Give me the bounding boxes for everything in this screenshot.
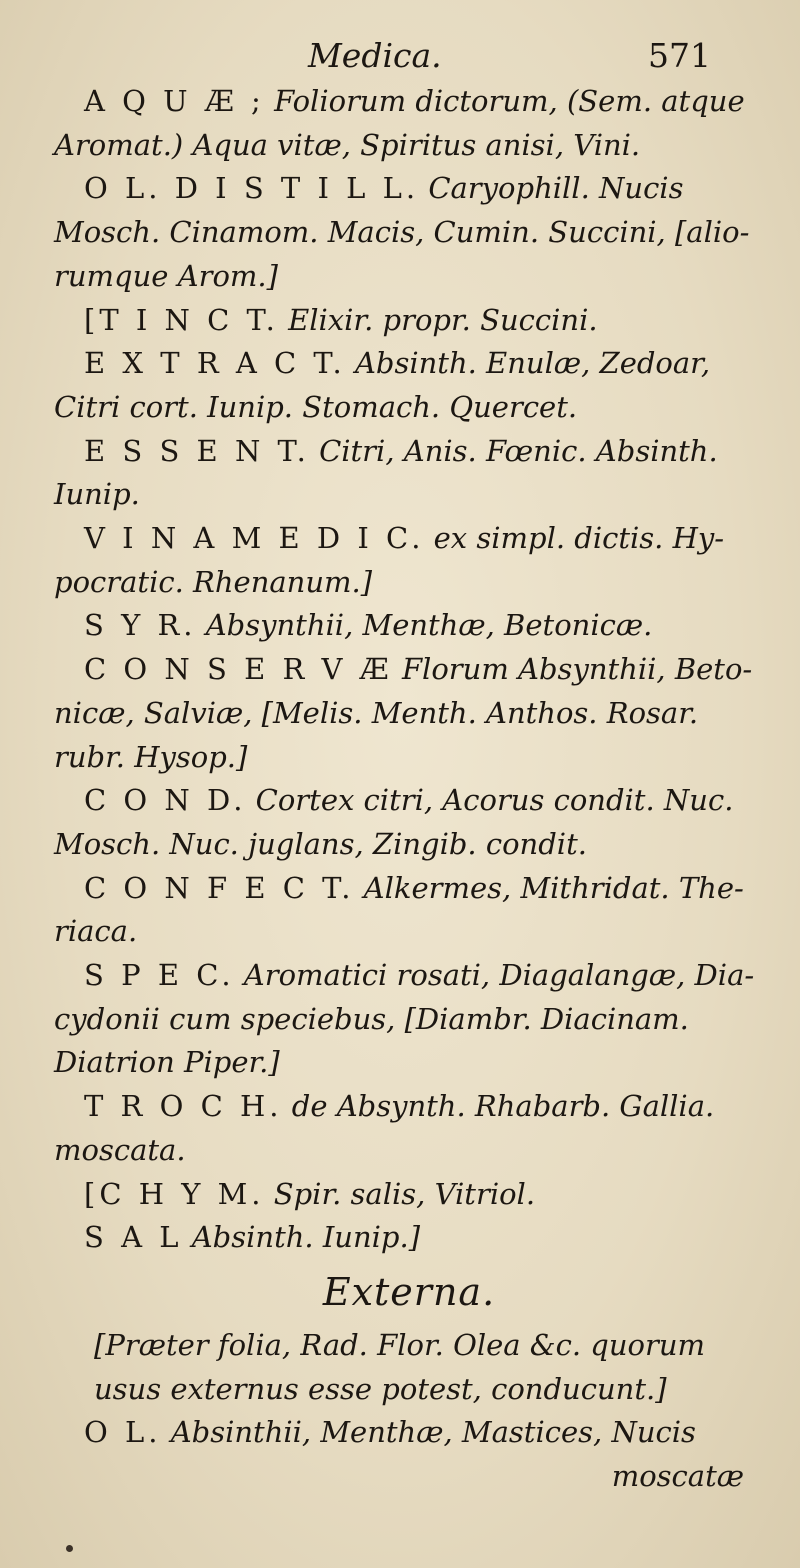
entry-text: Absinth. Iunip.] bbox=[191, 1220, 421, 1255]
text-line: usus externus esse potest, conducunt.] bbox=[94, 1371, 667, 1406]
entry-confect bbox=[54, 867, 754, 911]
text-line: cydonii cum speciebus, [Diambr. Diacinam. bbox=[54, 1001, 689, 1036]
text-line: Mosch. Cinamom. Macis, Cumin. Succini, [alio- bbox=[54, 215, 750, 250]
entry-text: Foliorum dictorum, (Sem. atque bbox=[274, 84, 745, 118]
text-line: moscatæ bbox=[611, 1459, 744, 1494]
entry-text: Citri, Anis. Fœnic. Absinth. bbox=[319, 433, 718, 468]
entry-text: Spir. salis, Vitriol. bbox=[273, 1176, 536, 1211]
entry-text: Absinthii, Menthæ, Mastices, Nucis bbox=[170, 1415, 696, 1450]
entry-label: T R O C H. bbox=[84, 1089, 283, 1124]
running-title: Medica. bbox=[308, 36, 442, 75]
entry-text: Cortex citri, Acorus condit. Nuc. bbox=[255, 783, 734, 818]
text-line: Citri cort. Iunip. Stomach. Quercet. bbox=[54, 389, 578, 424]
entry-tinct bbox=[54, 299, 754, 343]
entry-extract bbox=[54, 342, 754, 386]
entry-syr bbox=[54, 604, 754, 648]
entry-label: E X T R A C T. bbox=[84, 346, 346, 381]
entry-text: Florum Absynthii, Beto- bbox=[401, 652, 753, 687]
text-line: Iunip. bbox=[54, 477, 140, 512]
page-number: 571 bbox=[648, 36, 711, 75]
page-body bbox=[54, 80, 754, 1499]
entry-label: S Y R. bbox=[84, 608, 197, 643]
entry-label: V I N A M E D I C. bbox=[84, 521, 425, 556]
text-line: rubr. Hysop.] bbox=[54, 739, 248, 774]
entry-vina bbox=[54, 517, 754, 561]
entry-ol-externa bbox=[54, 1411, 754, 1455]
entry-troch bbox=[54, 1085, 754, 1129]
entry-conserv bbox=[54, 648, 754, 692]
entry-label: [C H Y M. bbox=[84, 1176, 265, 1211]
entry-label: [T I N C T. bbox=[84, 302, 279, 337]
text-line: nicæ, Salviæ, [Melis. Menth. Anthos. Rosar. bbox=[54, 695, 699, 730]
text-line: rumque Arom.] bbox=[54, 258, 278, 293]
entry-text: Caryophill. Nucis bbox=[428, 171, 684, 206]
entry-text: ex simpl. dictis. Hy- bbox=[433, 521, 725, 556]
entry-aquae bbox=[54, 80, 754, 124]
entry-label: S P E C. bbox=[84, 958, 235, 993]
entry-chym bbox=[54, 1173, 754, 1217]
text-line: Aromat.) Aqua vitæ, Spiritus anisi, Vini. bbox=[54, 127, 641, 162]
entry-essent bbox=[54, 430, 754, 474]
page-header bbox=[0, 36, 800, 86]
text-line: Diatrion Piper.] bbox=[54, 1045, 280, 1080]
entry-text: Absynthii, Menthæ, Betonicæ. bbox=[205, 608, 653, 643]
text-line: Mosch. Nuc. juglans, Zingib. condit. bbox=[54, 826, 587, 861]
entry-text: Absinth. Enulæ, Zedoar, bbox=[354, 346, 711, 381]
entry-label: E S S E N T. bbox=[84, 433, 310, 468]
entry-label: S A L bbox=[84, 1220, 183, 1255]
entry-label: O L. D I S T I L L. bbox=[84, 171, 420, 206]
entry-text: Elixir. propr. Succini. bbox=[288, 302, 598, 337]
text-line: moscata. bbox=[54, 1132, 186, 1167]
text-line: riaca. bbox=[54, 914, 138, 949]
entry-cond bbox=[54, 779, 754, 823]
ink-speck bbox=[66, 1545, 73, 1552]
entry-ol-distill bbox=[54, 167, 754, 211]
entry-label: C O N F E C T. bbox=[84, 870, 355, 905]
section-title-externa: Externa. bbox=[322, 1269, 496, 1314]
entry-text: de Absynth. Rhabarb. Gallia. bbox=[291, 1089, 715, 1124]
entry-label: C O N D. bbox=[84, 783, 247, 818]
entry-label: O L. bbox=[84, 1415, 162, 1450]
entry-label: C O N S E R V Æ bbox=[84, 652, 393, 687]
entry-text: Aromatici rosati, Diagalangæ, Dia- bbox=[243, 958, 755, 993]
text-line: pocratic. Rhenanum.] bbox=[54, 564, 373, 599]
entry-sal bbox=[54, 1216, 754, 1260]
entry-text: Alkermes, Mithridat. The- bbox=[363, 870, 744, 905]
text-line: [Præter folia, Rad. Flor. Olea &c. quorum bbox=[94, 1327, 706, 1362]
entry-label: A Q U Æ ; bbox=[84, 84, 265, 118]
entry-spec bbox=[54, 954, 754, 998]
